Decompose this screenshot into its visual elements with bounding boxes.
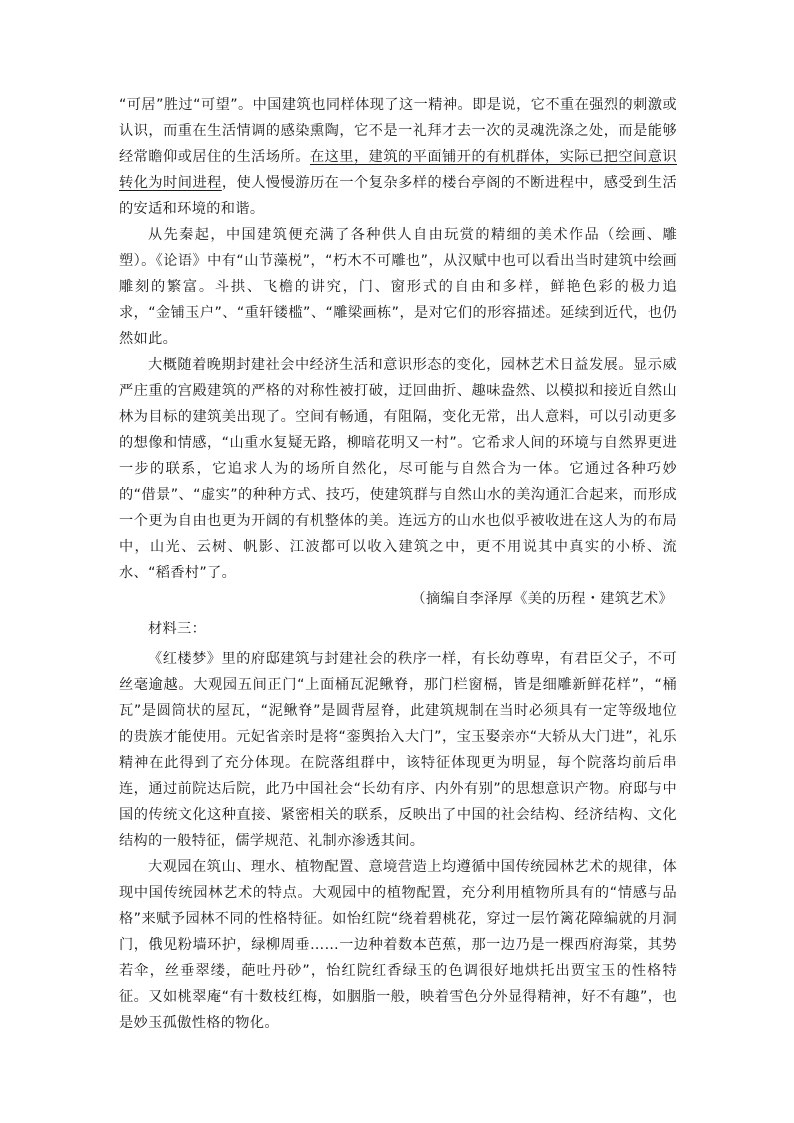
paragraph-2: 从先秦起，中国建筑便充满了各种供人自由玩赏的精细的美术作品（绘画、雕塑）。《论语》中有“山节藻棁”，“朽木不可雕也”，从汉赋中也可以看出当时建筑中绘画雕刻的繁富。斗拱、飞檐的讲究，门、窗形式的自由和多样，鲜艳色彩的极力追求，“金铺玉户”、“重轩镂槛”、“雕梁画栋”，是对它们的形容描述。延续到近代，也仍然如此。 — [119, 227, 677, 347]
paragraph-1 — [119, 92, 677, 222]
paragraph-1-text-start: “可居”胜过“可望”。中国建筑也同样体现了这一精神。即是说，它不重在强烈的刺激或认识，而重在生活情调的感染熏陶，它不是一礼拜才去一次的灵魂洗涤之处，而是能够经常瞻仰或居住的生活场所。 — [119, 97, 677, 165]
paragraph-5: 大观园在筑山、理水、植物配置、意境营造上均遵循中国传统园林艺术的规律，体现中国传统园林艺术的特点。大观园中的植物配置，充分利用植物所具有的“情感与品格”来赋予园林不同的性格特征。如怡红院“绕着碧桃花，穿过一层竹篱花障编就的月洞门，俄见粉墙环护，绿柳周垂……一边种着数本芭蕉，那一边乃是一棵西府海棠，其势若伞，丝垂翠缕，葩吐丹砂”，怡红院红香绿玉的色调很好地烘托出贾宝玉的性格特征。又如桃翠庵“有十数枝红梅，如胭脂一般，映着雪色分外显得精神，好不有趣”，也是妙玉孤傲性格的物化。 — [119, 859, 677, 1031]
paragraph-4: 《红楼梦》里的府邸建筑与封建社会的秩序一样，有长幼尊卑，有君臣父子，不可丝毫逾越。大观园五间正门“上面桶瓦泥鳅脊，那门栏窗槅，皆是细雕新鲜花样”，“桶瓦”是圆筒状的屋瓦，“泥鳅脊”是圆背屋脊，此建筑规制在当时必须具有一定等级地位的贵族才能使用。元妃省亲时是将“銮舆抬入大门”，宝玉娶亲亦“大轿从大门进”，礼乐精神在此得到了充分体现。在院落组群中，该特征体现更为明显，每个院落均前后串连，通过前院达后院，此乃中国社会“长幼有序、内外有别”的思想意识产物。府邸与中国的传统文化这种直接、紧密相关的联系，反映出了中国的社会结构、经济结构、文化结构的一般特征，儒学规范、礼制亦渗透其间。 — [119, 651, 677, 849]
material-heading: 材料三： — [148, 621, 207, 637]
paragraph-1-text-end: ，使人慢慢游历在一个复杂多样的楼台亭阁的不断进程中，感受到生活的安适和环境的和谐。 — [119, 175, 678, 217]
paragraph-3: 大概随着晚期封建社会中经济生活和意识形态的变化，园林艺术日益发展。显示威严庄重的宫殿建筑的严格的对称性被打破，迂回曲折、趣味盎然、以模拟和接近自然山林为目标的建筑美出现了。空间有畅通，有阻隔，变化无常，出人意料，可以引动更多的想像和情感，“山重水复疑无路，柳暗花明又一村”。它希求人间的环境与自然界更进一步的联系，它追求人为的场所自然化，尽可能与自然合为一体。它通过各种巧妙的“借景”、“虚实”的种种方式、技巧，使建筑群与自然山水的美沟通汇合起来，而形成一个更为自由也更为开阔的有机整体的美。连远方的山水也似乎被收进在这人为的布局中，山光、云树、帆影、江波都可以收入建筑之中，更不用说其中真实的小桥、流水、“稻香村”了。 — [119, 357, 677, 581]
document-page — [119, 92, 677, 1036]
source-citation: （摘编自李泽厚《美的历程・建筑艺术》 — [411, 591, 673, 607]
underlined-sentence: 在这里，建筑的平面铺开的有机群体，实际已把空间意识转化为时间进程 — [119, 149, 677, 191]
